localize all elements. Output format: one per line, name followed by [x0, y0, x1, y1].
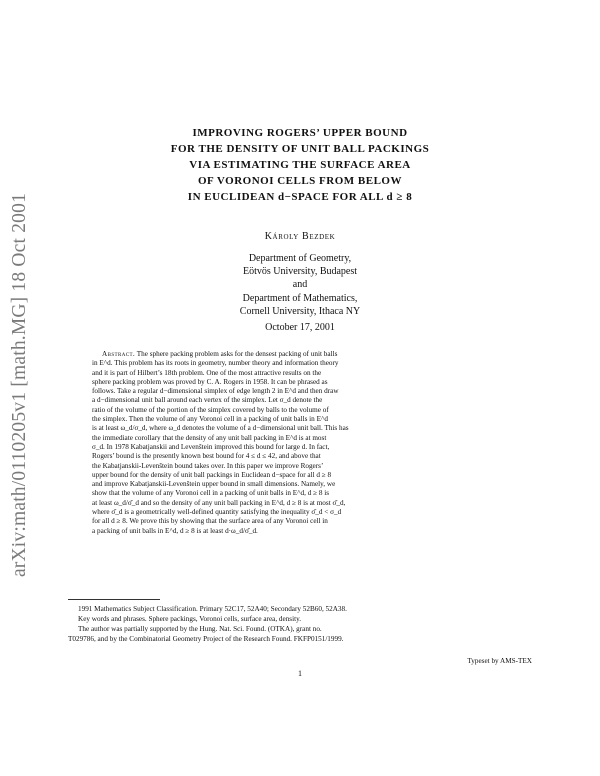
arxiv-identifier-text: arXiv:math/0110205v1 [math.MG] 18 Oct 2001	[9, 192, 30, 578]
page-number: 1	[298, 669, 302, 678]
abstract-line: a packing of unit balls in E^d, d ≥ 8 is at least d·ω_d/σ̂_d.	[92, 526, 258, 535]
affiliation-line: Eötvös University, Budapest	[242, 266, 358, 278]
abstract-line: sphere packing problem was proved by C. A. Rogers in 1958. It can be phrased as	[92, 377, 328, 386]
abstract-line: ratio of the volume of the portion of the simplex covered by balls to the volume of	[92, 405, 329, 414]
footnote-line: Key words and phrases. Sphere packings, Voronoi cells, surface area, density.	[78, 615, 302, 623]
paper-title	[80, 125, 520, 205]
abstract-line-text: The sphere packing problem asks for the densest packing of unit balls	[136, 350, 338, 358]
abstract-line: σ_d. In 1978 Kabatjanskii and Levenštein improved this bound for large d. In fact,	[92, 442, 330, 451]
typeset-note: Typeset by AMS-TEX	[467, 657, 532, 665]
abstract-line: the Kabatjanskii-Levenštein bound takes over. In this paper we improve Rogers’	[92, 461, 324, 470]
footnote-line: 1991 Mathematics Subject Classification. Primary 52C17, 52A40; Secondary 52B60, 52A38.	[78, 605, 347, 613]
abstract-line: and it is part of Hilbert’s 18th problem. One of the most attractive results on the	[92, 368, 322, 377]
title-line: IN EUCLIDEAN d−SPACE FOR ALL d ≥ 8	[187, 191, 413, 203]
abstract-line	[92, 350, 508, 359]
footnote-line: The author was partially supported by the Hung. Nat. Sci. Found. (OTKA), grant no.	[78, 625, 322, 633]
affiliation-line: and	[292, 279, 308, 291]
abstract-line: the simplex. Then the volume of any Voronoi cell in a packing of unit balls in E^d	[92, 415, 328, 424]
abstract-line: for all d ≥ 8. We prove this by showing that the surface area of any Voronoi cell in	[92, 517, 328, 526]
title-line: FOR THE DENSITY OF UNIT BALL PACKINGS	[170, 143, 430, 155]
abstract-line: follows. Take a regular d−dimensional simplex of edge length 2 in E^d and then draw	[92, 387, 339, 396]
abstract-line: where σ̂_d is a geometrically well-defined quantity satisfying the inequality σ̂_d < σ_d	[92, 508, 342, 517]
author-name: Károly Bezdek	[264, 231, 336, 242]
affiliation	[0, 252, 600, 318]
affiliation-line: Cornell University, Ithaca NY	[239, 305, 361, 317]
title-line: OF VORONOI CELLS FROM BELOW	[198, 175, 402, 187]
affiliation-line: Department of Mathematics,	[242, 292, 358, 304]
abstract-line: is at least ω_d/σ_d, where ω_d denotes the volume of a d−dimensional unit ball. This has	[92, 424, 349, 433]
abstract-line: the immediate corollary that the density of any unit ball packing in E^d is at most	[92, 433, 327, 442]
title-line: VIA ESTIMATING THE SURFACE AREA	[189, 159, 411, 171]
footnote-rule	[68, 599, 160, 600]
paper-date: October 17, 2001	[265, 322, 335, 333]
abstract-line: upper bound for the density of unit ball packings in Euclidean d−space for all d ≥ 8	[92, 470, 332, 479]
abstract-line: and improve Kabatjanskii-Levenštein upper bound in small dimensions. Namely, we	[92, 480, 336, 489]
abstract-line: a d−dimensional unit ball around each vertex of the simplex. Let σ_d denote the	[92, 396, 323, 405]
abstract-line: in E^d. This problem has its roots in geometry, number theory and information theory	[92, 359, 339, 368]
footnotes	[68, 604, 532, 644]
abstract-line: at least ω_d/σ̂_d and so the density of any unit ball packing in E^d, d ≥ 8 is at most σ̂_d,	[92, 498, 346, 507]
footnote-line: T029786, and by the Combinatorial Geometry Project of the Research Found. FKFP0151/1999.	[68, 635, 344, 643]
abstract-line: show that the volume of any Voronoi cell in a packing of unit balls in E^d, d ≥ 8 is	[92, 489, 330, 498]
title-line: IMPROVING ROGERS’ UPPER BOUND	[192, 127, 408, 139]
affiliation-line: Department of Geometry,	[248, 253, 352, 264]
abstract	[92, 350, 508, 536]
arxiv-identifier	[2, 150, 38, 620]
abstract-line: Rogers’ bound is the presently known best bound for 4 ≤ d ≤ 42, and above that	[92, 452, 321, 461]
abstract-heading: Abstract.	[102, 350, 136, 358]
